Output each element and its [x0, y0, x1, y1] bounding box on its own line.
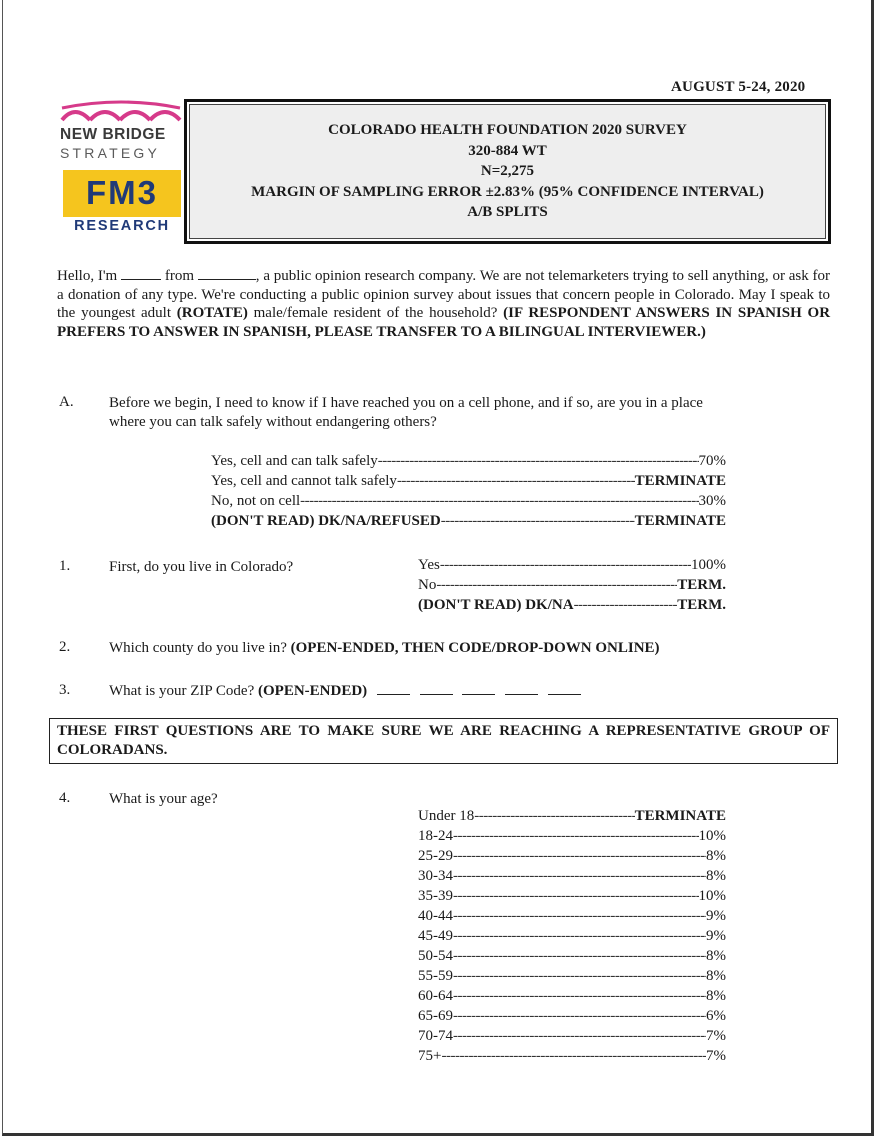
option-label: 50-54 — [418, 948, 453, 964]
option-label: 75+ — [418, 1048, 442, 1064]
zip-digit-blank — [505, 682, 538, 695]
new-bridge-strategy-logo — [58, 100, 188, 170]
question-a-line-1: Before we begin, I need to know if I have reached you on a cell phone, and if so, are you in a place — [109, 395, 703, 411]
dot-leader — [453, 848, 706, 865]
intro-paragraph — [57, 266, 830, 341]
option-label: 18-24 — [418, 828, 453, 844]
intro-text-4: male/female resident of the household? — [253, 305, 498, 321]
option-label: 70-74 — [418, 1028, 453, 1044]
option-value: 6% — [706, 1008, 726, 1024]
option-row — [211, 473, 726, 493]
question-3-instruction: (OPEN-ENDED) — [258, 683, 368, 699]
intro-text-2: from — [164, 268, 194, 284]
option-row — [418, 1008, 726, 1028]
option-row — [418, 908, 726, 928]
option-row — [418, 948, 726, 968]
option-row — [418, 557, 726, 577]
option-value: 100% — [691, 557, 726, 573]
option-row — [418, 808, 726, 828]
option-value: 10% — [698, 888, 726, 904]
dot-leader — [300, 493, 698, 510]
survey-title: COLORADO HEALTH FOUNDATION 2020 SURVEY — [328, 122, 687, 139]
option-value: 9% — [706, 928, 726, 944]
option-value: 9% — [706, 908, 726, 924]
dot-leader — [453, 988, 706, 1005]
question-2-text — [109, 639, 660, 658]
option-label: 30-34 — [418, 868, 453, 884]
question-a-line-2: where you can talk safely without endangering others? — [109, 414, 437, 430]
section-note-box: THESE FIRST QUESTIONS ARE TO MAKE SURE WE ARE REACHING A REPRESENTATIVE GROUP OF COLORADANS. — [49, 718, 838, 764]
question-3-number: 3. — [59, 682, 71, 698]
fm3-logo — [63, 170, 181, 217]
question-3-label: What is your ZIP Code? — [109, 683, 255, 699]
option-row — [211, 493, 726, 513]
option-value: 7% — [706, 1028, 726, 1044]
dot-leader — [453, 888, 699, 905]
intro-text-1: Hello, I'm — [57, 268, 118, 284]
question-4-number: 4. — [59, 790, 71, 806]
option-label: 45-49 — [418, 928, 453, 944]
question-a-options — [211, 453, 726, 533]
dot-leader — [453, 928, 706, 945]
dot-leader — [453, 868, 706, 885]
dot-leader — [440, 557, 691, 574]
option-label: No — [418, 577, 437, 593]
option-label: 40-44 — [418, 908, 453, 924]
option-value: 8% — [706, 948, 726, 964]
option-value: TERM. — [677, 577, 726, 593]
option-row — [418, 848, 726, 868]
dot-leader — [378, 453, 699, 470]
option-value: TERMINATE — [634, 808, 726, 824]
option-value: TERMINATE — [634, 513, 726, 529]
option-row — [211, 513, 726, 533]
company-name-blank — [198, 266, 256, 280]
rotate-instruction: (ROTATE) — [176, 305, 248, 321]
dot-leader — [441, 1048, 706, 1065]
option-label: Under 18 — [418, 808, 475, 824]
dot-leader — [453, 1008, 706, 1025]
option-value: TERMINATE — [634, 473, 726, 489]
option-label: 35-39 — [418, 888, 453, 904]
question-3-text — [109, 682, 581, 701]
dot-leader — [453, 948, 706, 965]
option-label: 60-64 — [418, 988, 453, 1004]
document-page — [2, 0, 874, 1136]
question-4-options — [418, 808, 726, 1068]
option-row — [418, 1048, 726, 1068]
option-value: 8% — [706, 968, 726, 984]
question-a-number: A. — [59, 394, 74, 410]
zip-digit-blank — [462, 682, 495, 695]
intro-text-3: , a public opinion research company. We are not telemarketers trying to sell anything, or ask for a donation of any type. We're conducting a public opinion survey about issues that concern people in Colorado. May I speak to the youngest adult — [57, 268, 831, 321]
survey-title-box — [184, 99, 831, 244]
sample-size: N=2,275 — [480, 163, 535, 180]
dot-leader — [474, 808, 634, 825]
option-row — [418, 597, 726, 617]
option-label: Yes — [418, 557, 440, 573]
dot-leader — [453, 968, 706, 985]
option-label: Yes, cell and cannot talk safely — [211, 473, 397, 489]
option-row — [418, 888, 726, 908]
option-value: 10% — [698, 828, 726, 844]
option-value: 8% — [706, 988, 726, 1004]
option-label: (DON'T READ) DK/NA — [418, 597, 574, 613]
option-label: 25-29 — [418, 848, 453, 864]
option-row — [418, 868, 726, 888]
option-row — [418, 828, 726, 848]
question-2-label: Which county do you live in? — [109, 640, 287, 656]
splits-note: A/B SPLITS — [467, 204, 548, 221]
dot-leader — [574, 597, 678, 614]
margin-of-error: MARGIN OF SAMPLING ERROR ±2.83% (95% CONFIDENCE INTERVAL) — [251, 183, 764, 200]
dot-leader — [453, 828, 699, 845]
zip-digit-blank — [548, 682, 581, 695]
option-row — [418, 928, 726, 948]
option-label: Yes, cell and can talk safely — [211, 453, 378, 469]
option-label: 55-59 — [418, 968, 453, 984]
option-row — [418, 1028, 726, 1048]
question-4-text: What is your age? — [109, 791, 218, 807]
zip-digit-blank — [377, 682, 410, 695]
option-row — [418, 968, 726, 988]
option-value: 30% — [698, 493, 726, 509]
option-label: 65-69 — [418, 1008, 453, 1024]
fm3-research-label: RESEARCH — [74, 218, 170, 234]
question-2-instruction: (OPEN-ENDED, THEN CODE/DROP-DOWN ONLINE) — [290, 640, 660, 656]
question-1-text: First, do you live in Colorado? — [109, 559, 294, 575]
spanish-instruction: (IF RESPONDENT ANSWERS IN SPANISH OR PREFERS TO ANSWER IN SPANISH, PLEASE TRANSFER TO A BILINGUAL INTERVIEWER.) — [57, 305, 831, 340]
option-label: (DON'T READ) DK/NA/REFUSED — [211, 513, 441, 529]
option-row — [418, 988, 726, 1008]
bridge-arches-icon — [60, 100, 182, 122]
interviewer-name-blank — [121, 266, 161, 280]
question-1-options — [418, 557, 726, 617]
option-value: 8% — [706, 868, 726, 884]
survey-date: AUGUST 5-24, 2020 — [671, 79, 806, 95]
survey-code: 320-884 WT — [468, 142, 547, 159]
option-row — [418, 577, 726, 597]
option-row — [211, 453, 726, 473]
option-label: No, not on cell — [211, 493, 301, 509]
dot-leader — [436, 577, 677, 594]
new-bridge-name: NEW BRIDGE — [60, 126, 166, 143]
option-value: TERM. — [677, 597, 726, 613]
dot-leader — [397, 473, 635, 490]
dot-leader — [441, 513, 635, 530]
dot-leader — [453, 1028, 706, 1045]
option-value: 7% — [706, 1048, 726, 1064]
question-a-text — [109, 394, 830, 432]
option-value: 8% — [706, 848, 726, 864]
option-value: 70% — [698, 453, 726, 469]
fm3-wordmark: FM3 — [86, 174, 158, 211]
question-1-number: 1. — [59, 558, 71, 574]
question-2-number: 2. — [59, 639, 71, 655]
dot-leader — [453, 908, 706, 925]
zip-digit-blank — [420, 682, 453, 695]
new-bridge-subtitle: STRATEGY — [60, 145, 161, 161]
